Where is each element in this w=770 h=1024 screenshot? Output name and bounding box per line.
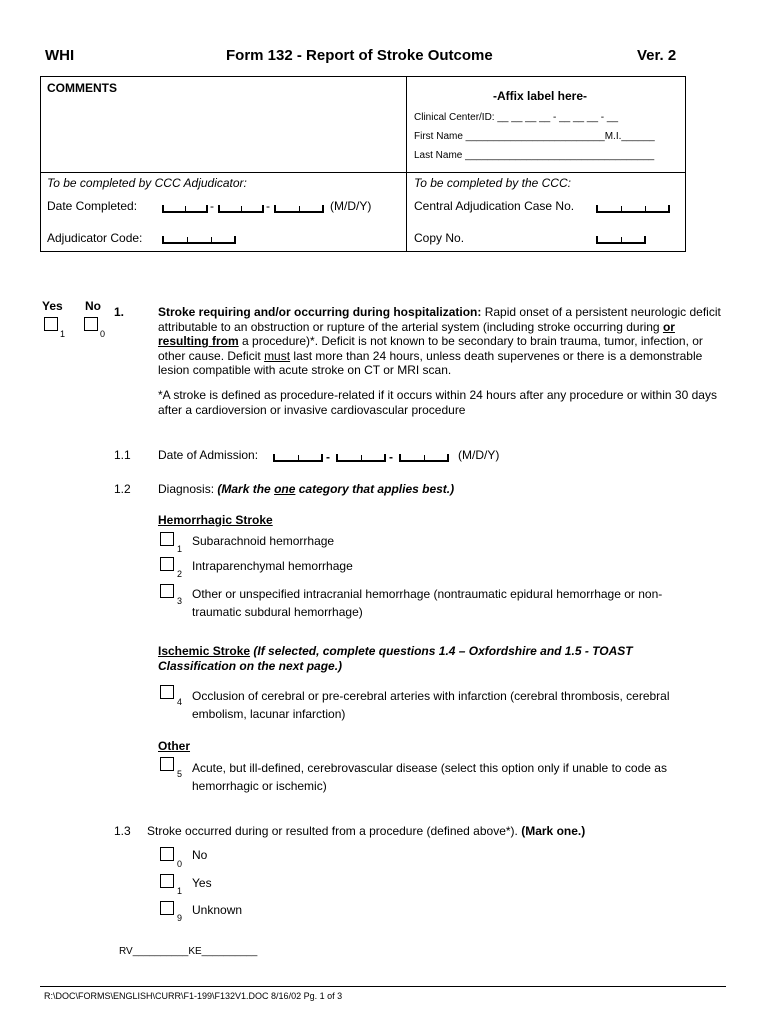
q1-3-number: 1.3 bbox=[114, 824, 131, 838]
other-heading: Other bbox=[158, 739, 191, 753]
q1-no-code: 0 bbox=[100, 329, 106, 339]
q1-text-part: Rapid onset of a persistent neurologic deficit attributable to an obstruction or rupture of the arterial system (including stroke occurring during bbox=[158, 305, 721, 334]
date-completed-year[interactable] bbox=[274, 205, 324, 213]
q1-no-checkbox[interactable] bbox=[84, 317, 98, 331]
diagnosis-label-text: Diagnosis: bbox=[158, 482, 215, 496]
adjudicator-code-label: Adjudicator Code: bbox=[47, 231, 143, 245]
q1-3-label bbox=[147, 824, 585, 838]
form-title: Form 132 - Report of Stroke Outcome bbox=[226, 47, 493, 64]
ischemic-heading-block bbox=[158, 644, 678, 674]
instruction-part: category that applies best.) bbox=[298, 482, 455, 496]
admission-month[interactable] bbox=[273, 454, 323, 462]
q1-1-number: 1.1 bbox=[114, 448, 131, 462]
date-completed-label: Date Completed: bbox=[47, 199, 138, 213]
other-option-5-text: Acute, but ill-defined, cerebrovascular disease (select this option only if unable to code as hemorrhagic or ischemic) bbox=[192, 761, 667, 793]
org-label: WHI bbox=[45, 47, 75, 64]
adjudicator-code-field[interactable] bbox=[162, 236, 236, 244]
instruction-part: (Mark the bbox=[217, 482, 271, 496]
footer-path: R:\DOC\FORMS\ENGLISH\CURR\F1-199\F132V1.DOC 8/16/02 Pg. 1 of 3 bbox=[44, 991, 343, 1001]
date-dash: - bbox=[326, 450, 330, 464]
date-dash: - bbox=[389, 450, 393, 464]
comments-label: COMMENTS bbox=[47, 81, 117, 95]
top-box-hdivider bbox=[40, 172, 686, 173]
q1-2-number: 1.2 bbox=[114, 482, 131, 496]
q1-title: Stroke requiring and/or occurring during hospitalization: bbox=[158, 305, 482, 319]
q1-yes-code: 1 bbox=[60, 329, 66, 339]
q1-3-no-text: No bbox=[192, 848, 208, 862]
review-initials: RV__________KE__________ bbox=[119, 946, 258, 957]
other-option-5-checkbox[interactable] bbox=[160, 757, 174, 771]
yes-heading: Yes bbox=[42, 299, 63, 313]
admission-date-format: (M/D/Y) bbox=[458, 448, 500, 462]
admission-date-label: Date of Admission: bbox=[158, 448, 259, 462]
hem-option-2-text: Intraparenchymal hemorrhage bbox=[192, 559, 353, 573]
q1-3-yes-checkbox[interactable] bbox=[160, 874, 174, 888]
option-code: 9 bbox=[177, 913, 183, 923]
q1-text-part: a procedure)*. Deficit is not known to be secondary to brain trauma, tumor, infection, or other cause. Deficit bbox=[158, 334, 703, 363]
hem-option-3-checkbox[interactable] bbox=[160, 584, 174, 598]
q1-3-unknown-text: Unknown bbox=[192, 903, 243, 917]
q1-3-mark: (Mark one.) bbox=[521, 824, 586, 838]
q1-footnote: *A stroke is defined as procedure-related if it occurs within 24 hours after any procedure or within 30 days after a cardioversion or invasive cardiovascular procedure bbox=[158, 388, 717, 417]
diagnosis-label bbox=[158, 482, 454, 496]
case-no-field[interactable] bbox=[596, 205, 670, 213]
q1-must: must bbox=[264, 348, 291, 363]
footer-rule bbox=[40, 986, 726, 987]
isch-option-4-checkbox[interactable] bbox=[160, 685, 174, 699]
copy-no-label: Copy No. bbox=[414, 231, 465, 245]
hem-option-1-text: Subarachnoid hemorrhage bbox=[192, 534, 335, 548]
adjudicator-heading: To be completed by CCC Adjudicator: bbox=[47, 176, 247, 190]
hemorrhagic-heading: Hemorrhagic Stroke bbox=[158, 513, 273, 527]
q1-text bbox=[158, 305, 724, 378]
diagnosis-instruction bbox=[217, 482, 454, 496]
ischemic-heading: Ischemic Stroke bbox=[158, 644, 251, 658]
ischemic-note: (If selected, complete questions 1.4 – Oxfordshire and 1.5 - TOAST Classification on the next page.) bbox=[158, 644, 633, 673]
option-code: 1 bbox=[177, 886, 183, 896]
last-name-field[interactable]: Last Name __________________________________ bbox=[414, 150, 655, 161]
option-code: 1 bbox=[177, 544, 183, 554]
affix-label-title: -Affix label here- bbox=[493, 89, 588, 103]
q1-3-yes-text: Yes bbox=[192, 876, 212, 890]
admission-year[interactable] bbox=[399, 454, 449, 462]
option-code: 3 bbox=[177, 596, 183, 606]
first-name-field[interactable]: First Name _________________________M.I.______ bbox=[414, 131, 655, 142]
hem-option-1-checkbox[interactable] bbox=[160, 532, 174, 546]
form-version: Ver. 2 bbox=[637, 47, 677, 64]
copy-no-field[interactable] bbox=[596, 236, 646, 244]
date-dash: - bbox=[210, 199, 214, 213]
option-code: 5 bbox=[177, 769, 183, 779]
admission-day[interactable] bbox=[336, 454, 386, 462]
q1-number: 1. bbox=[114, 305, 125, 319]
clinical-center-field[interactable]: Clinical Center/ID: __ __ __ __ - __ __ __ - __ bbox=[414, 112, 619, 123]
q1-underlined: or resulting from bbox=[158, 319, 675, 349]
instruction-one: one bbox=[274, 482, 296, 496]
isch-option-4-text: Occlusion of cerebral or pre-cerebral arteries with infarction (cerebral thrombosis, cerebral embolism, lacunar infarction) bbox=[192, 689, 670, 721]
date-format: (M/D/Y) bbox=[330, 199, 372, 213]
q1-3-no-checkbox[interactable] bbox=[160, 847, 174, 861]
option-code: 4 bbox=[177, 697, 183, 707]
top-box-divider bbox=[406, 76, 407, 252]
hem-option-2-checkbox[interactable] bbox=[160, 557, 174, 571]
comments-field[interactable] bbox=[46, 98, 402, 168]
option-code: 2 bbox=[177, 569, 183, 579]
date-dash: - bbox=[266, 199, 270, 213]
case-no-label: Central Adjudication Case No. bbox=[414, 199, 575, 213]
date-completed-day[interactable] bbox=[218, 205, 264, 213]
q1-3-label-text: Stroke occurred during or resulted from a procedure (defined above*). bbox=[147, 824, 518, 838]
q1-text-part: last more than 24 hours, unless death supervenes or there is a demonstrable lesion compatible with acute stroke on CT or MRI scan. bbox=[158, 348, 703, 378]
hem-option-3-text: Other or unspecified intracranial hemorrhage (nontraumatic epidural hemorrhage or non-traumatic subdural hemorrhage) bbox=[192, 587, 663, 619]
date-completed-month[interactable] bbox=[162, 205, 208, 213]
q1-yes-checkbox[interactable] bbox=[44, 317, 58, 331]
q1-3-unknown-checkbox[interactable] bbox=[160, 901, 174, 915]
no-heading: No bbox=[85, 299, 101, 313]
ccc-heading: To be completed by the CCC: bbox=[414, 176, 571, 190]
option-code: 0 bbox=[177, 859, 183, 869]
